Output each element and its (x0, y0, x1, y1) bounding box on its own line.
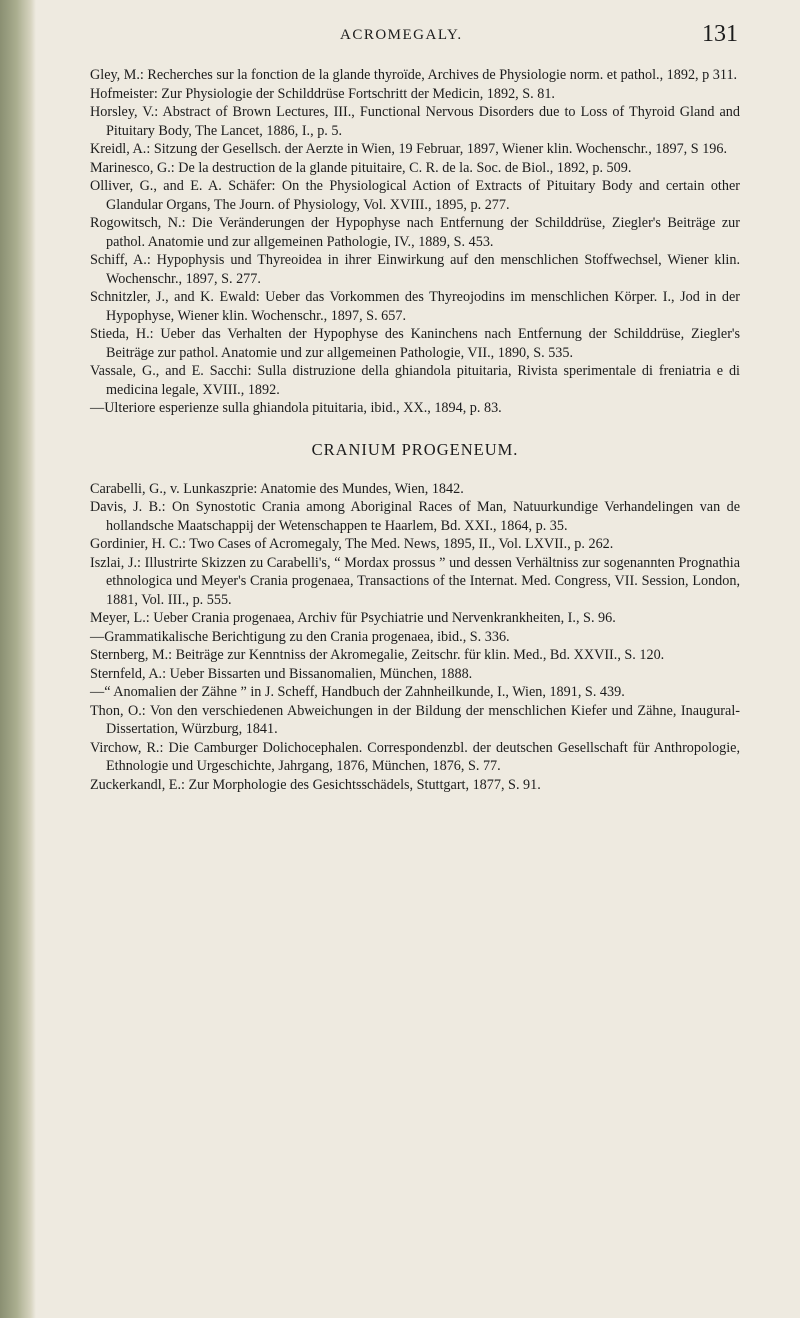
bibliography-entry: —“ Anomalien der Zähne ” in J. Scheff, Handbuch der Zahnheilkunde, I., Wien, 1891, S. 439. (90, 684, 625, 700)
section-heading: CRANIUM PROGENEUM. (311, 439, 519, 459)
bibliography-entry: Gley, M.: Recherches sur la fonction de la glande thyroïde, Archives de Physiologie norm. et pathol., 1892, p 311. (90, 67, 738, 83)
bibliography-entry: Virchow, R.: Die Camburger Dolichocephalen. Correspondenzbl. der deutschen Gesellschaft für Anthropologie, Ethnologie und Urgeschichte, Jahrgang, 1876, München, 1876, S. 77. (90, 739, 740, 774)
bibliography-entry: Schiff, A.: Hypophysis und Thyreoidea in ihrer Einwirkung auf den menschlichen Stoffwechsel, Wiener klin. Wochenschr., 1897, S. 277. (90, 252, 740, 287)
bibliography-entry: Sternfeld, A.: Ueber Bissarten und Bissanomalien, München, 1888. (90, 665, 473, 682)
bibliography-entry: Iszlai, J.: Illustrirte Skizzen zu Carabelli's, “ Mordax prossus ” und dessen Verhältniss zur sogenannten Prognathia ethnologica und Meyer's Crania progenaea, Transactions of the Internat. Med. Congress, VII. Session, London, 1881, Vol. III., p. 555. (90, 554, 740, 608)
bibliography-entry: Rogowitsch, N.: Die Veränderungen der Hypophyse nach Entfernung der Schilddrüse, Ziegler's Beiträge zur pathol. Anatomie und zur allgemeinen Pathologie, IV., 1889, S. 453. (90, 215, 740, 250)
bibliography-list (90, 66, 740, 418)
page-number: 131 (702, 21, 738, 47)
bibliography-entry: Olliver, G., and E. A. Schäfer: On the Physiological Action of Extracts of Pituitary Body and certain other Glandular Organs, The Journ. of Physiology, Vol. XVIII., 1895, p. 277. (90, 178, 740, 213)
book-binding-shadow (0, 0, 36, 1318)
bibliography-entry: Schnitzler, J., and K. Ewald: Ueber das Vorkommen des Thyreojodins im menschlichen Körper. I., Jod in der Hypophyse, Wiener klin. Wochenschr., 1897, S. 657. (90, 289, 740, 324)
bibliography-entry: Sternberg, M.: Beiträge zur Kenntniss der Akromegalie, Zeitschr. für klin. Med., Bd. XXVII., S. 120. (90, 647, 665, 663)
bibliography-entry: Carabelli, G., v. Lunkaszprie: Anatomie des Mundes, Wien, 1842. (90, 480, 464, 497)
running-title: ACROMEGALY. (340, 27, 463, 43)
bibliography-list (90, 480, 740, 795)
bibliography-entry: Marinesco, G.: De la destruction de la glande pituitaire, C. R. de la. Soc. de Biol., 1892, p. 509. (90, 159, 632, 176)
bibliography-entry: Thon, O.: Von den verschiedenen Abweichungen in der Bildung der menschlichen Kiefer und Zähne, Inaugural-Dissertation, Würzburg, 1841. (90, 702, 740, 737)
bibliography-entry: Stieda, H.: Ueber das Verhalten der Hypophyse des Kaninchens nach Entfernung der Schilddrüse, Ziegler's Beiträge zur pathol. Anatomie und zur allgemeinen Pathologie, VII., 1890, S. 535. (90, 326, 740, 361)
bibliography-entry: Horsley, V.: Abstract of Brown Lectures, III., Functional Nervous Disorders due to Loss of Thyroid Gland and Pituitary Body, The Lancet, 1886, I., p. 5. (90, 104, 740, 139)
bibliography-entry: Zuckerkandl, E.: Zur Morphologie des Gesichtsschädels, Stuttgart, 1877, S. 91. (90, 776, 541, 793)
bibliography-entry: —Ulteriore esperienze sulla ghiandola pituitaria, ibid., XX., 1894, p. 83. (90, 400, 502, 416)
bibliography-entry: Gordinier, H. C.: Two Cases of Acromegaly, The Med. News, 1895, II., Vol. LXVII., p. 262. (90, 536, 614, 552)
book-page (90, 0, 740, 794)
bibliography-entry: Davis, J. B.: On Synostotic Crania among Aboriginal Races of Man, Natuurkundige Verhandelingen van de hollandsche Maatschappij der Wetenschappen te Haarlem, Bd. XXI., 1864, p. 35. (90, 499, 740, 534)
bibliography-entry: Meyer, L.: Ueber Crania progenaea, Archiv für Psychiatrie und Nervenkrankheiten, I., S. 96. (90, 610, 616, 626)
bibliography-entry: Hofmeister: Zur Physiologie der Schilddrüse Fortschritt der Medicin, 1892, S. 81. (90, 85, 555, 102)
bibliography-entry: Vassale, G., and E. Sacchi: Sulla distruzione della ghiandola pituitaria, Rivista sperimentale di freniatria e di medicina legale, XVIII., 1892. (90, 363, 740, 398)
bibliography-entry: Kreidl, A.: Sitzung der Gesellsch. der Aerzte in Wien, 19 Februar, 1897, Wiener klin. Wochenschr., 1897, S 196. (90, 141, 728, 157)
bibliography-entry: —Grammatikalische Berichtigung zu den Crania progenaea, ibid., S. 336. (90, 628, 510, 645)
running-head (90, 0, 740, 56)
